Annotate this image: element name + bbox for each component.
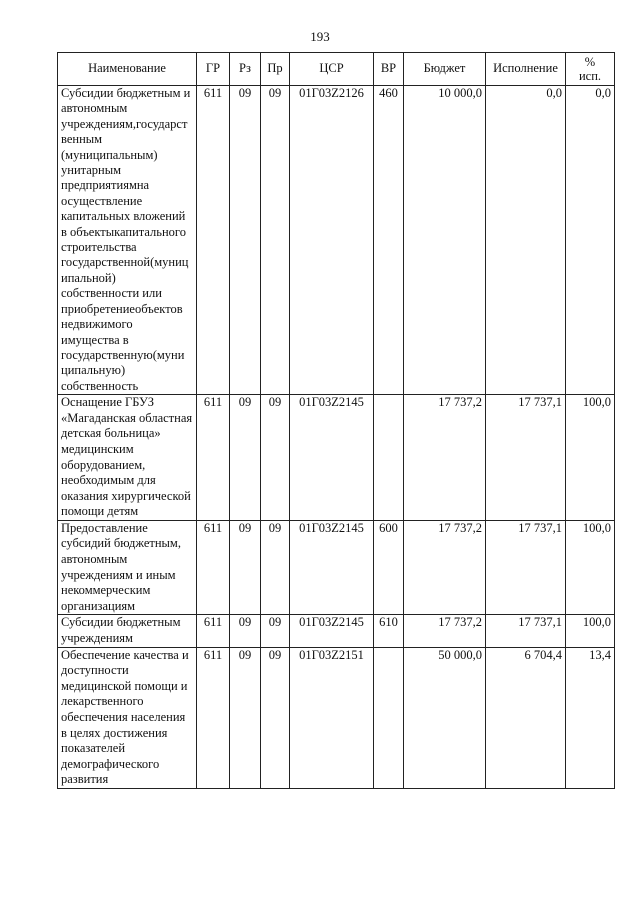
header-gr: ГР	[197, 53, 230, 86]
table-header-row	[58, 53, 615, 86]
row-csr: 01Г03Z2145	[290, 520, 374, 615]
header-percent	[566, 53, 615, 86]
row-budget: 50 000,0	[404, 647, 486, 788]
row-pr: 09	[261, 520, 290, 615]
row-csr: 01Г03Z2126	[290, 86, 374, 395]
row-gr: 611	[197, 86, 230, 395]
row-vr	[374, 395, 404, 521]
table-row	[58, 615, 615, 647]
header-pr: Пр	[261, 53, 290, 86]
header-vr: ВР	[374, 53, 404, 86]
row-execution: 0,0	[486, 86, 566, 395]
header-csr: ЦСР	[290, 53, 374, 86]
table-row	[58, 395, 615, 521]
header-percent-symbol: %	[584, 55, 596, 69]
budget-execution-table	[57, 52, 615, 789]
row-percent: 100,0	[566, 520, 615, 615]
row-vr	[374, 647, 404, 788]
row-gr: 611	[197, 520, 230, 615]
header-name: Наименование	[58, 53, 197, 86]
row-percent: 100,0	[566, 395, 615, 521]
row-percent: 0,0	[566, 86, 615, 395]
header-rz: Рз	[230, 53, 261, 86]
row-pr: 09	[261, 86, 290, 395]
row-vr: 600	[374, 520, 404, 615]
row-name: Обеспечение качества и доступности медицинской помощи и лекарственного обеспечения населения в целях достижения показателей демографического развития	[58, 647, 197, 788]
row-vr: 610	[374, 615, 404, 647]
row-gr: 611	[197, 615, 230, 647]
row-name: Субсидии бюджетным учреждениям	[58, 615, 197, 647]
row-percent: 100,0	[566, 615, 615, 647]
row-execution: 17 737,1	[486, 395, 566, 521]
row-budget: 17 737,2	[404, 395, 486, 521]
row-name: Оснащение ГБУЗ «Магаданская областная детская больница» медицинским оборудованием, необходимым для оказания хирургической помощи детям	[58, 395, 197, 521]
row-execution: 17 737,1	[486, 615, 566, 647]
row-rz: 09	[230, 647, 261, 788]
row-budget: 17 737,2	[404, 520, 486, 615]
row-pr: 09	[261, 395, 290, 521]
row-pr: 09	[261, 647, 290, 788]
row-percent: 13,4	[566, 647, 615, 788]
row-rz: 09	[230, 520, 261, 615]
row-rz: 09	[230, 86, 261, 395]
row-budget: 17 737,2	[404, 615, 486, 647]
row-csr: 01Г03Z2145	[290, 395, 374, 521]
row-rz: 09	[230, 395, 261, 521]
table-row	[58, 520, 615, 615]
header-budget: Бюджет	[404, 53, 486, 86]
row-csr: 01Г03Z2151	[290, 647, 374, 788]
header-percent-label: исп.	[578, 69, 602, 83]
page-number: 193	[310, 29, 330, 44]
row-gr: 611	[197, 647, 230, 788]
row-name: Субсидии бюджетным и автономным учреждениям,государст венным (муниципальным) унитарным предприятиямна осуществление капитальных вложений в объектыкапитального строительства государственной(муниц ипальной) собственности или приобретениеобъектов недвижимого имущества в государственную(муни ципальную) собственность	[58, 86, 197, 395]
row-vr: 460	[374, 86, 404, 395]
table-row	[58, 86, 615, 395]
row-budget: 10 000,0	[404, 86, 486, 395]
table-row	[58, 647, 615, 788]
row-csr: 01Г03Z2145	[290, 615, 374, 647]
row-execution: 6 704,4	[486, 647, 566, 788]
row-gr: 611	[197, 395, 230, 521]
row-name: Предоставление субсидий бюджетным, автономным учреждениям и иным некоммерческим организациям	[58, 520, 197, 615]
row-rz: 09	[230, 615, 261, 647]
header-execution: Исполнение	[486, 53, 566, 86]
row-pr: 09	[261, 615, 290, 647]
row-execution: 17 737,1	[486, 520, 566, 615]
